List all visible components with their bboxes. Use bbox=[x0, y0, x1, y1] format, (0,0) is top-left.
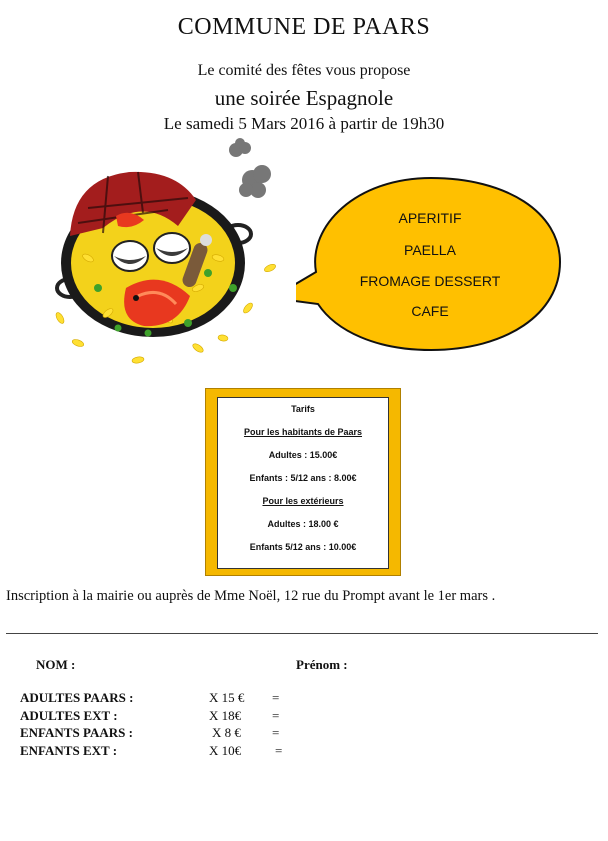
inscription-text: Inscription à la mairie ou auprès de Mme Noël, 12 rue du Prompt avant le 1er mars . bbox=[6, 588, 496, 604]
row-adultes-paars-label: ADULTES PAARS : bbox=[20, 690, 134, 705]
tarifs-outsiders-heading: Pour les extérieurs bbox=[262, 496, 344, 506]
page-title: COMMUNE DE PAARS bbox=[177, 14, 431, 40]
row-enfants-paars-price: X 8 € bbox=[212, 725, 241, 740]
nom-label: NOM : bbox=[36, 657, 76, 672]
form-divider bbox=[6, 633, 598, 634]
prenom-label: Prénom : bbox=[296, 657, 348, 672]
bubble-shape bbox=[296, 178, 560, 350]
row-adultes-ext-label: ADULTES EXT : bbox=[20, 708, 118, 723]
row-adultes-paars-eq: = bbox=[272, 690, 280, 705]
tarifs-outsiders-adults: Adultes : 18.00 € bbox=[267, 519, 339, 529]
intro-text: Le comité des fêtes vous propose bbox=[197, 62, 411, 79]
tarifs-outsiders-children: Enfants 5/12 ans : 10.00€ bbox=[249, 542, 357, 552]
tarifs-residents-heading: Pour les habitants de Paars bbox=[243, 427, 363, 437]
event-name: une soirée Espagnole bbox=[214, 86, 394, 110]
tarifs-residents-adults: Adultes : 15.00€ bbox=[268, 450, 338, 460]
row-adultes-ext-eq: = bbox=[272, 708, 280, 723]
row-adultes-paars-price: X 15 € bbox=[209, 690, 245, 705]
row-enfants-ext-eq: = bbox=[275, 743, 283, 758]
tarifs-residents-children: Enfants : 5/12 ans : 8.00€ bbox=[249, 473, 357, 483]
tarifs-title: Tarifs bbox=[291, 404, 315, 414]
menu-item-cafe: CAFE bbox=[411, 303, 449, 319]
menu-item-fromage-dessert: FROMAGE DESSERT bbox=[359, 273, 501, 289]
menu-item-paella: PAELLA bbox=[404, 242, 456, 258]
row-adultes-ext-price: X 18€ bbox=[209, 708, 242, 723]
event-date: Le samedi 5 Mars 2016 à partir de 19h30 bbox=[163, 114, 445, 133]
menu-speech-bubble bbox=[296, 176, 566, 352]
row-enfants-paars-eq: = bbox=[272, 725, 280, 740]
row-enfants-ext-price: X 10€ bbox=[209, 743, 242, 758]
menu-item-aperitif: APERITIF bbox=[398, 210, 462, 226]
row-enfants-paars-label: ENFANTS PAARS : bbox=[20, 725, 133, 740]
paella-illustration bbox=[48, 138, 288, 374]
tarifs-box bbox=[217, 397, 389, 569]
row-enfants-ext-label: ENFANTS EXT : bbox=[20, 743, 118, 758]
